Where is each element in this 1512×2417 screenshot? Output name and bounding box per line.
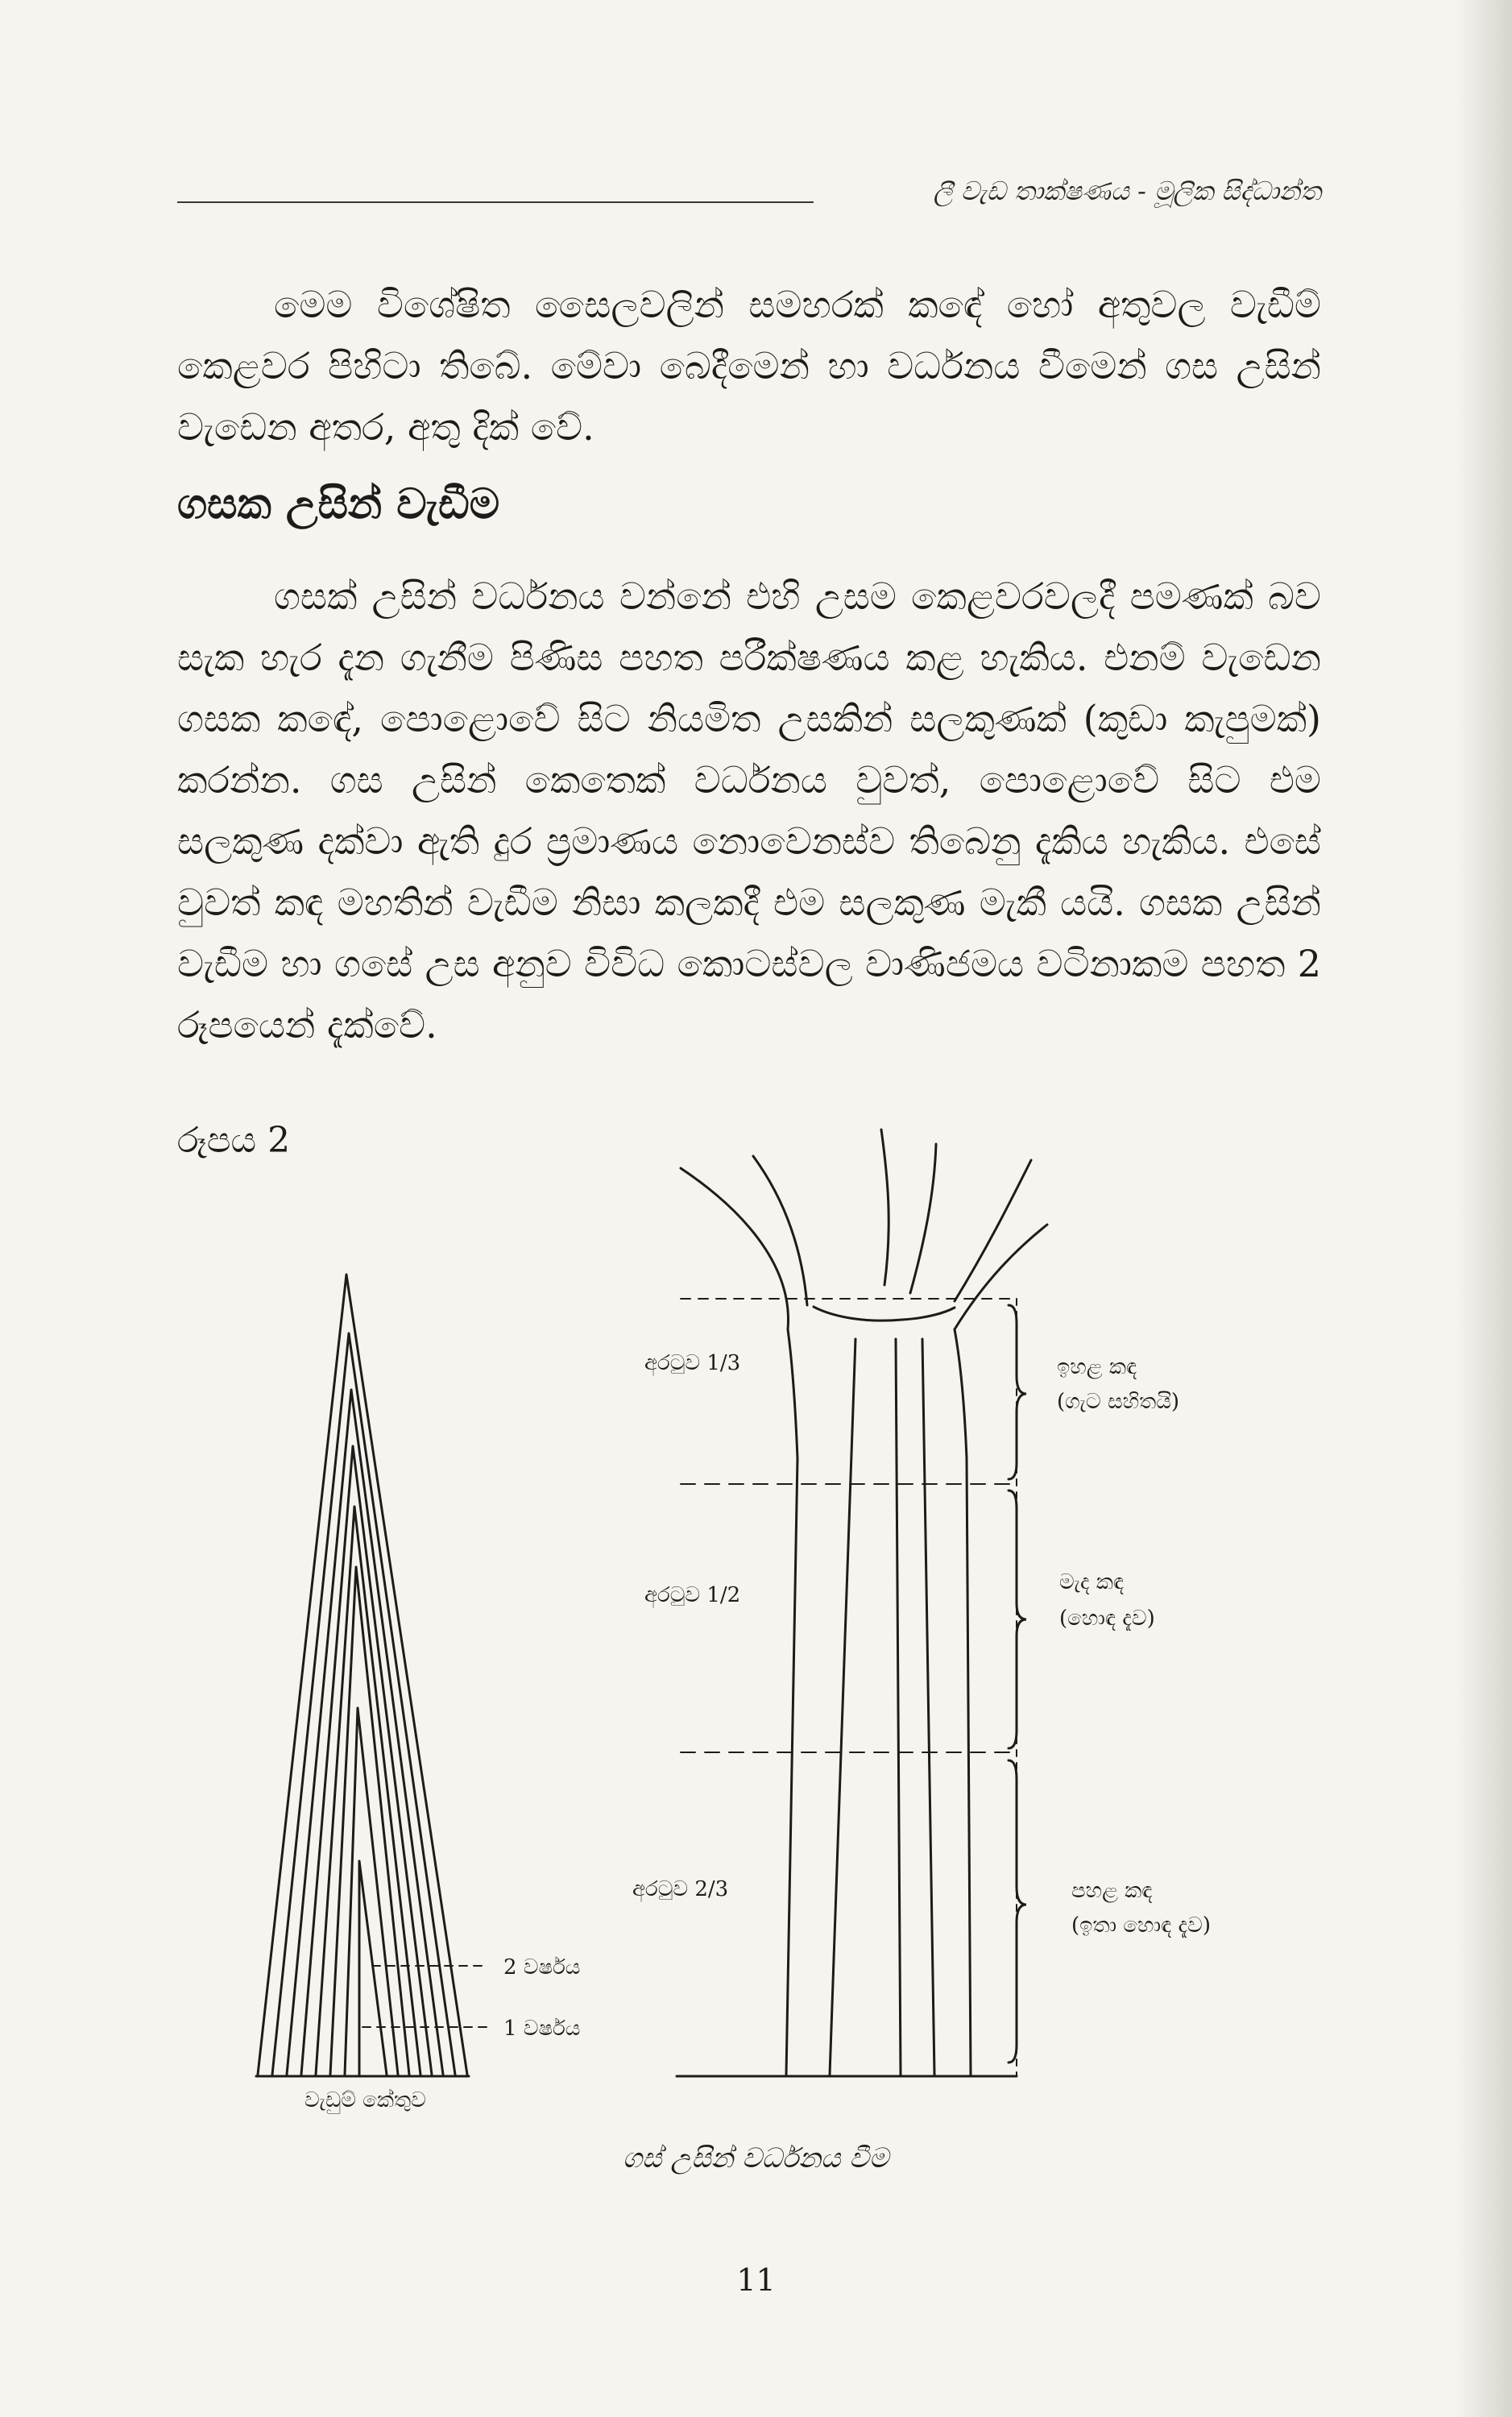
- header-rule: [177, 201, 814, 203]
- lower-trunk-label: පහළ කඳ: [1071, 1879, 1153, 1903]
- growth-cone-label: වැඩුම් කේතුව: [304, 2088, 426, 2112]
- middle-section-brace: [1009, 1490, 1026, 1748]
- running-title: ලී වැඩ තාක්ෂණය - මූලික සිද්ධාන්ත: [933, 176, 1321, 206]
- year-1-label: 1 වර්ෂය: [503, 2017, 581, 2041]
- growth-cone-diagram: [256, 1275, 487, 2076]
- upper-trunk-quality: (ගැට සහිතයි): [1057, 1390, 1180, 1414]
- figure-label: රූපය 2: [177, 1120, 291, 1161]
- heartwood-fraction-middle: අරටුව 1/2: [644, 1583, 741, 1607]
- heartwood-fraction-upper: අරටුව 1/3: [644, 1351, 741, 1375]
- figure-caption: ගස් උසින් වර්ධනය වීම: [622, 2142, 889, 2174]
- section-heading: ගසක උසින් වැඩීම: [177, 479, 500, 529]
- lower-section-brace: [1009, 1760, 1026, 2063]
- paragraph-1: මෙම විශේෂිත සෛලවලින් සමහරක් කඳේ හෝ අතුවල වැඩීම් කෙළවර පිහිටා තිබේ. මේවා බෙදීමෙන් හා වර්ධනය වීමෙන් ගස උසින් වැඩෙන අතර, අතු දික් වේ.: [177, 283, 1321, 449]
- tree-growth-figure: [0, 1112, 1512, 2191]
- lower-trunk-quality: (ඉතා හොඳ දැව): [1071, 1913, 1211, 1938]
- heartwood-fraction-lower: අරටුව 2/3: [632, 1877, 729, 1901]
- year-2-label: 2 වර්ෂය: [503, 1955, 581, 1980]
- middle-trunk-quality: (හොඳ දැව): [1059, 1606, 1155, 1631]
- paragraph-2: ගසක් උසින් වර්ධනය වන්නේ එහි උසම කෙළවරවලදී පමණක් බව සැක හැර දැන ගැනීම පිණිස පහත පරීක්ෂණය කළ හැකිය. එනම් වැඩෙන ගසක කඳේ, පොළොවේ සිට නියමිත උසකින් සලකුණක් (කුඩා කැපුමක්) කරන්න. ගස උසින් කෙතෙක් වර්ධනය වුවත්, පොළොවේ සිට එම සලකුණ දක්වා ඇති දුර ප්‍රමාණය නොවෙනස්ව තිබෙනු දැකිය හැකිය. එසේ වුවත් කඳ මහතින් වැඩීම නිසා කලකදී එම සලකුණ මැකී යයි. ගසක උසින් වැඩීම හා ගසේ උස අනුව විවිධ කොටස්වල වාණිජමය වටිනාකම පහත 2 රූපයෙන් දැක්වේ.: [177, 574, 1321, 1047]
- running-header: [177, 176, 1321, 216]
- page-number: 11: [736, 2262, 776, 2298]
- upper-trunk-label: ඉහළ කඳ: [1057, 1355, 1137, 1379]
- middle-trunk-label: මැද කඳ: [1059, 1570, 1125, 1594]
